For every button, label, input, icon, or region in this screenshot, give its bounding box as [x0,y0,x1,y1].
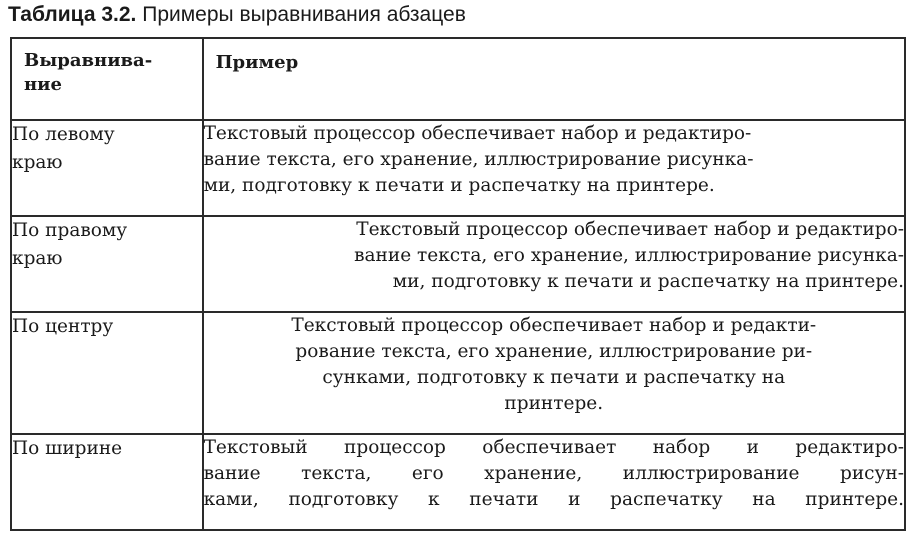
caption-label: Таблица 3.2. [8,3,137,26]
example-line: Текстовый процессор обеспечивает набор и редактиро- [203,123,752,144]
example-left-aligned [203,120,905,216]
header-alignment-line2: ние [24,74,62,95]
header-example: Пример [203,38,905,120]
table-row-center [11,312,905,434]
example-line: Текстовый процессор обеспечивает набор и редактиро- [356,219,904,240]
example-line: вание текста, его хранение, иллюстрирование рисунка- [203,149,754,170]
caption-text: Примеры выравнивания абзацев [142,3,466,26]
row-label-line: По ширине [12,438,123,459]
row-label-center [11,312,203,434]
header-alignment [11,38,203,120]
row-label-left [11,120,203,216]
row-label-line: краю [12,152,63,173]
example-line: сунками, подготовку к печати и распечатку на [322,367,786,388]
example-right-aligned [203,216,905,312]
example-justified [203,434,905,530]
example-line: Текстовый процессор обеспечивает набор и редактиро- [203,437,904,458]
row-label-line: По левому [12,124,115,145]
example-line: вание текста, его хранение, иллюстрирование рисун- [203,463,904,484]
example-line: ками, подготовку к печати и распечатку на принтере. [203,489,904,510]
example-line: рование текста, его хранение, иллюстрирование ри- [295,341,813,362]
table-row-right [11,216,905,312]
table-row-left [11,120,905,216]
table-row-justify [11,434,905,530]
example-line: Текстовый процессор обеспечивает набор и редакти- [291,315,817,336]
row-label-line: По правому [12,220,128,241]
example-line: ми, подготовку к печати и распечатку на принтере. [203,175,715,196]
example-center-aligned [203,312,905,434]
header-alignment-line1: Выравнива- [24,50,153,71]
example-line: ми, подготовку к печати и распечатку на принтере. [392,271,904,292]
row-label-justify [11,434,203,530]
example-line: принтере. [504,393,604,414]
alignment-examples-table [10,37,906,531]
table-header-row [11,38,905,120]
table-caption [8,2,466,28]
row-label-right [11,216,203,312]
row-label-line: По центру [12,316,114,337]
example-line: вание текста, его хранение, иллюстрирование рисунка- [354,245,904,266]
row-label-line: краю [12,248,63,269]
